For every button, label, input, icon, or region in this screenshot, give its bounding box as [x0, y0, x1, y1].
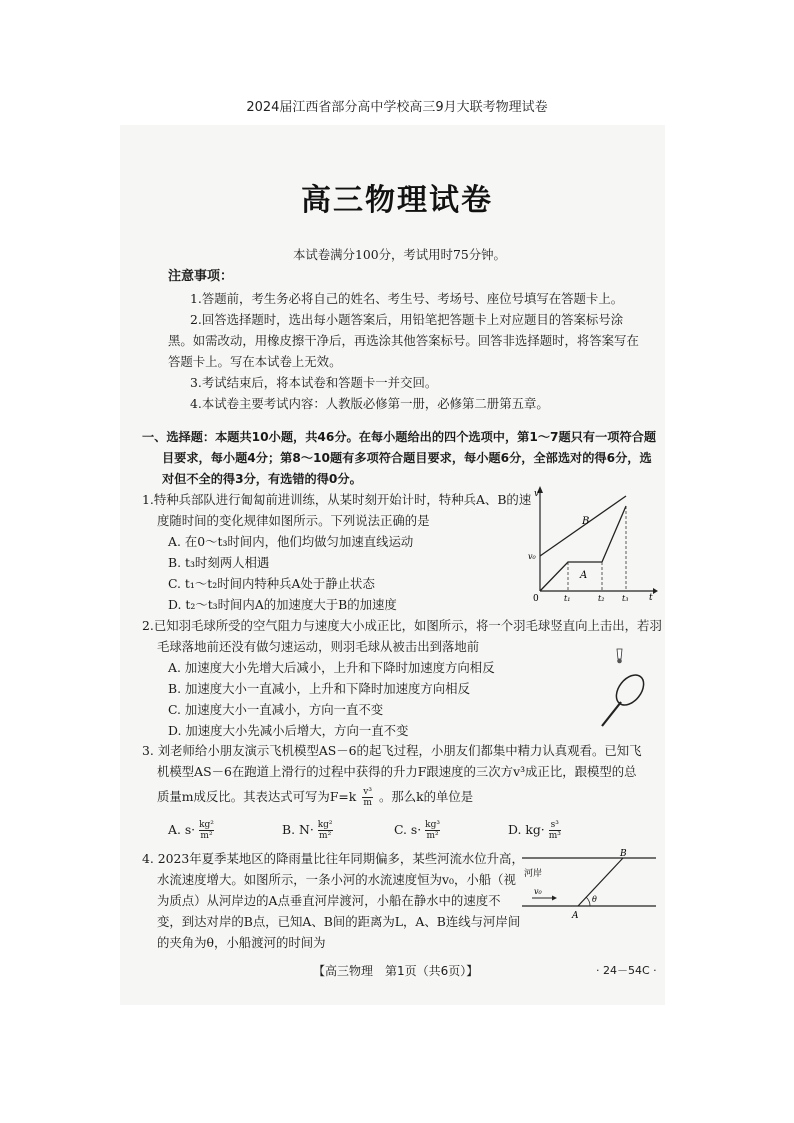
page-title: 高三物理试卷: [301, 183, 493, 218]
q1-stem-cont: 度随时间的变化规律如图所示。下列说法正确的是: [157, 513, 430, 528]
paper-code: · 24－54C ·: [596, 964, 657, 977]
q3-stem-cont: 机模型AS－6在跑道上滑行的过程中获得的升力F跟速度的三次方v³成正比，跟模型的总: [157, 764, 637, 779]
q2-option-d: D. 加速度大小先减小后增大，方向一直不变: [168, 723, 409, 738]
q3-opt-b-den: m²: [319, 831, 332, 841]
q2-stem: 2.已知羽毛球所受的空气阻力与速度大小成正比，如图所示，将一个羽毛球竖直向上击出，若羽: [142, 618, 662, 633]
t-axis-arrow-icon: [653, 588, 658, 594]
q3-stem: 3. 刘老师给小朋友演示飞机模型AS－6的起飞过程，小朋友们都集中精力认真观看。已知飞: [142, 743, 642, 758]
ab-line: [578, 858, 623, 906]
q1-stem: 1.特种兵部队进行匍匐前进训练，从某时刻开始计时，特种兵A、B的速: [142, 492, 532, 507]
v0-arrow-icon: [552, 896, 557, 901]
document-header: 2024届江西省部分高中学校高三9月大联考物理试卷: [246, 100, 548, 115]
q3-opt-d-den: m³: [548, 831, 561, 841]
q3-frac-den: m: [363, 798, 372, 808]
q3-option-d: [508, 820, 561, 841]
q3-opt-a-prefix: A. s·: [168, 822, 196, 837]
bank-label: 河岸: [524, 869, 543, 879]
q3-opt-a-frac: [199, 820, 214, 841]
shuttlecock-icon: [617, 649, 622, 659]
q4-stem: 4. 2023年夏季某地区的降雨量比往年同期偏多，某些河流水位升高，: [142, 851, 524, 866]
q3-stem-post: 。那么k的单位是: [378, 789, 474, 804]
q4-stem-cont: 的夹角为θ，小船渡河的时间为: [157, 935, 326, 950]
q1-option-d: D. t₂～t₃时间内A的加速度大于B的加速度: [168, 597, 397, 612]
q1-option-c: C. t₁～t₂时间内特种兵A处于静止状态: [168, 576, 375, 591]
q3-fraction: [362, 787, 373, 808]
q3-opt-d-num: s³: [550, 820, 559, 830]
racket-head: [611, 670, 649, 710]
q2-option-a: A. 加速度大小先增大后减小，上升和下降时加速度方向相反: [168, 660, 495, 675]
point-b-label: B: [620, 849, 627, 859]
v0-label: v₀: [534, 887, 542, 896]
notice-heading: 注意事项：: [168, 269, 234, 284]
q3-opt-d-frac: [549, 820, 561, 841]
q3-opt-c-prefix: C. s·: [394, 822, 422, 837]
q3-opt-c-den: m²: [426, 831, 439, 841]
notice-item-2-cont: 答题卡上。写在本试卷上无效。: [168, 354, 342, 369]
q3-option-b: [282, 820, 333, 841]
q3-formula-line: [157, 787, 473, 808]
t2-label: t₂: [598, 594, 605, 603]
t-axis-label: t: [649, 593, 653, 603]
racket-handle: [602, 702, 621, 726]
point-a-label: A: [572, 911, 579, 921]
q3-opt-b-prefix: B. N·: [282, 822, 314, 837]
q3-frac-num: v³: [363, 787, 372, 797]
section-heading-cont: 对但不全的得3分，有选错的得0分。: [162, 472, 362, 486]
q4-stem-cont: 为质点）从河岸边的A点垂直河岸渡河，小船在静水中的速度不: [157, 893, 501, 908]
q3-opt-a-den: m²: [200, 831, 213, 841]
q3-opt-a-num: kg²: [199, 820, 214, 830]
section-heading-cont: 目要求，每小题4分；第8～10题有多项符合题目要求，每小题6分，全部选对的得6分，选: [162, 451, 652, 465]
q4-stem-cont: 变，到达对岸的B点，已知A、B间的距离为L，A、B连线与河岸间: [157, 914, 521, 929]
page-footer: 【高三物理 第1页（共6页）】: [313, 964, 479, 978]
q3-opt-b-num: kg²: [317, 820, 333, 830]
q3-opt-b-frac: [318, 820, 333, 841]
q3-stem-pre: 质量m成反比。其表达式可写为F=k: [157, 789, 357, 804]
notice-item-2: 2.回答选择题时，选出每小题答案后，用铅笔把答题卡上对应题目的答案标号涂: [190, 312, 624, 327]
q1-option-b: B. t₃时刻两人相遇: [168, 555, 270, 570]
badminton-icon: [592, 645, 652, 730]
label-b: B: [582, 516, 590, 527]
q1-vt-graph: [528, 484, 658, 604]
t1-label: t₁: [564, 594, 571, 603]
notice-item-3: 3.考试结束后，将本试卷和答题卡一并交回。: [190, 375, 438, 390]
q4-stem-cont: 水流速度增大。如图所示，一条小河的水流速度恒为v₀，小船（视: [157, 872, 516, 887]
section-heading: 一、选择题：本题共10小题，共46分。在每小题给出的四个选项中，第1～7题只有一项符合题: [142, 430, 657, 444]
q2-option-c: C. 加速度大小一直减小，方向一直不变: [168, 702, 384, 717]
notice-item-4: 4.本试卷主要考试内容：人教版必修第一册，必修第二册第五章。: [190, 396, 549, 411]
theta-arc: [586, 897, 590, 906]
notice-item-1: 1.答题前，考生务必将自己的姓名、考生号、考场号、座位号填写在答题卡上。: [190, 291, 624, 306]
q2-option-b: B. 加速度大小一直减小，上升和下降时加速度方向相反: [168, 681, 470, 696]
notice-item-2-cont: 黑。如需改动，用橡皮擦干净后，再选涂其他答案标号。回答非选择题时，将答案写在: [168, 333, 639, 348]
t3-label: t₃: [622, 594, 629, 603]
theta-label: θ: [592, 895, 597, 904]
origin-label: 0: [533, 594, 539, 604]
q3-opt-c-num: kg³: [425, 820, 440, 830]
q3-option-c: [394, 820, 440, 841]
q3-opt-d-prefix: D. kg·: [508, 822, 545, 837]
shuttlecock-head: [617, 659, 622, 664]
q4-river-diagram: [520, 846, 660, 922]
q2-stem-cont: 毛球落地前还没有做匀速运动，则羽毛球从被击出到落地前: [157, 639, 480, 654]
exam-info: 本试卷满分100分，考试用时75分钟。: [293, 247, 506, 262]
q1-option-a: A. 在0～t₃时间内，他们均做匀加速直线运动: [168, 534, 414, 549]
q3-opt-c-frac: [425, 820, 440, 841]
v-axis-label: v: [534, 489, 540, 499]
v0-label: v₀: [528, 552, 536, 561]
label-a: A: [580, 570, 588, 581]
q3-option-a: [168, 820, 214, 841]
